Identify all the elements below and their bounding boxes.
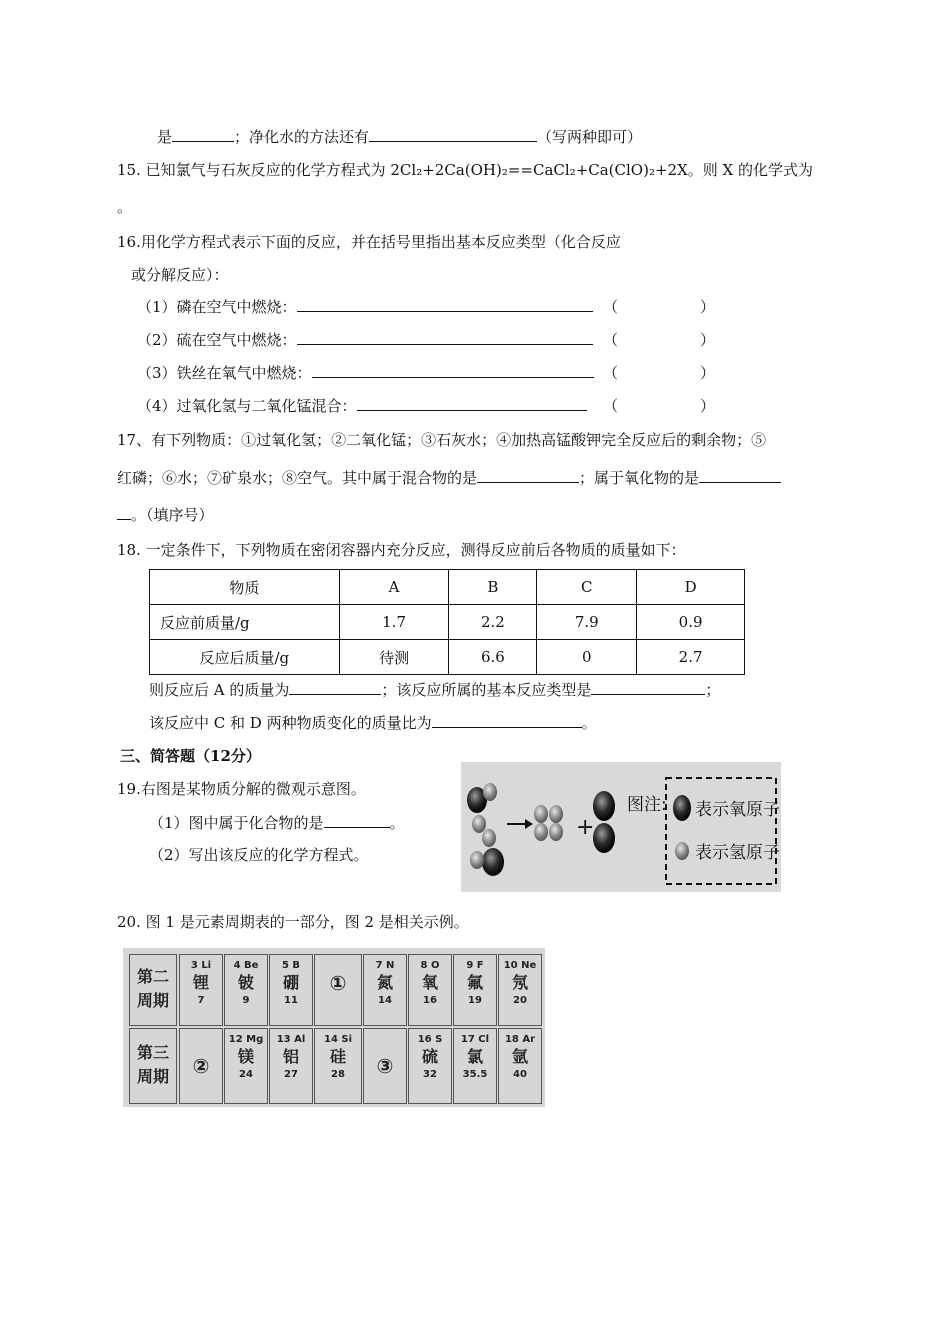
element-name: 铝 [282,1047,299,1066]
reaction-arrow [507,819,533,829]
q17-line1: 17、有下列物质：①过氧化氢；②二氧化锰；③石灰水；④加热高锰酸钾完全反应后的剩余物；⑤ [117,431,767,449]
hydrogen-atom [534,823,548,841]
q18-text-c: ； [705,681,721,699]
period3-label [129,1028,177,1104]
element-number-symbol: 16 S [417,1034,443,1045]
element-number-symbol: 12 Mg [228,1034,264,1045]
q14-blank-1[interactable] [172,127,234,142]
q18-text-e: 。 [581,714,597,732]
element-cell-ar [498,1028,542,1104]
table-cell: 待测 [339,640,449,675]
q18-type-blank[interactable] [591,680,705,695]
q17-mixture-blank[interactable] [477,468,579,483]
hydrogen-atom [482,829,496,847]
q17-line2 [117,468,781,488]
table-cell: 1.7 [339,605,449,640]
q17-oxide-blank-cont [117,505,131,520]
q17-text-a: 红磷；⑥水；⑦矿泉水；⑧空气。其中属于混合物的是 [117,469,478,487]
element-mass: 35.5 [462,1069,488,1080]
table-header-cell: D [637,570,745,605]
q16-answer-blank[interactable] [297,330,593,345]
element-cell-ne [498,954,542,1026]
q17-text-b: ；属于氧化物的是 [579,469,700,487]
element-mass: 9 [242,995,250,1006]
element-name: 氧 [421,973,438,992]
element-mass: 28 [331,1069,345,1080]
element-cell-o [408,954,452,1026]
hydrogen-atom [483,783,497,801]
q19-sub1-end: 。 [389,814,405,832]
element-mass: 32 [423,1069,437,1080]
molecule-svg [461,762,781,892]
q16-intro1: 16.用化学方程式表示下面的反应，并在括号里指出基本反应类型（化合反应 [117,233,621,251]
q14-text-a: 是 [157,128,173,146]
element-number-symbol: 7 N [375,960,395,971]
q19-sub1 [149,813,405,833]
legend-hydrogen-label: 表示氢原子 [695,843,780,863]
table-cell: 0.9 [637,605,745,640]
element-cell-li [179,954,223,1026]
element-mass: 20 [513,995,527,1006]
q14-blank-2[interactable] [369,127,537,142]
legend-oxygen-label: 表示氧原子 [695,800,780,820]
q18-mass-blank[interactable] [289,680,381,695]
q14-text-c: （写两种即可） [537,128,643,146]
periodic-table-fragment [123,948,545,1107]
element-number-symbol: 8 O [420,960,440,971]
q16-item-1 [137,297,593,317]
table-cell: 7.9 [537,605,637,640]
q16-answer-blank[interactable] [297,297,593,312]
q16-item-label: （1）磷在空气中燃烧： [137,298,297,316]
q16-paren-open-1: （ [603,298,619,316]
q18-answer-line1 [149,680,720,700]
q18-answer-line2 [149,713,597,733]
element-cell-mg [224,1028,268,1104]
element-name: 氯 [466,1047,483,1066]
element-cell-si [314,1028,362,1104]
element-mass: 7 [197,995,205,1006]
legend-box [666,778,776,884]
table-header-cell: A [339,570,449,605]
section-title: 三、简答题（12分） [120,747,261,765]
q16-item-label: （4）过氧化氢与二氧化锰混合： [137,397,357,415]
element-mass: 27 [284,1069,298,1080]
element-mass: 24 [239,1069,253,1080]
element-cell-b [269,954,313,1026]
q16-intro2: 或分解反应）： [131,266,229,284]
element-number-symbol: 13 Al [276,1034,306,1045]
hydrogen-atom [549,805,563,823]
element-name: 氮 [376,973,393,992]
table-header-cell: C [537,570,637,605]
element-cell-be [224,954,268,1026]
oxygen-molecule [593,791,615,853]
hydrogen-atom [549,823,563,841]
oxygen-atom [593,823,615,853]
period-label-line: 周期 [136,991,169,1010]
element-number-symbol: 5 B [281,960,301,971]
q17-oxide-blank[interactable] [699,468,781,483]
q18-text-a: 则反应后 A 的质量为 [149,681,290,699]
q18-ratio-blank[interactable] [432,713,582,728]
hydrogen-molecules [534,805,563,841]
q15-line1: 15. 已知氯气与石灰反应的化学方程式为 2Cl₂+2Ca(OH)₂==CaCl₂+Ca(ClO)₂+2X。则 X 的化学式为 [117,161,813,179]
element-mass: 11 [284,995,298,1006]
q14-text-b: ；净化水的方法还有 [234,128,370,146]
q16-paren-close-3: ） [700,364,716,382]
table-row [150,605,745,640]
blank-marker-3: ③ [376,1054,394,1078]
blank-marker-2: ② [192,1054,210,1078]
element-cell-blank-2 [179,1028,223,1104]
table-header-cell: B [449,570,537,605]
oxygen-atom [593,791,615,821]
q19-compound-blank[interactable] [324,813,390,828]
q16-item-2 [137,330,593,350]
q16-paren-close-4: ） [700,397,716,415]
blank-marker-1: ① [329,971,347,995]
q16-item-4 [137,396,587,416]
q16-paren-open-2: （ [603,331,619,349]
table-cell: 2.7 [637,640,745,675]
element-number-symbol: 18 Ar [504,1034,536,1045]
table-cell: 0 [537,640,637,675]
element-cell-blank-1 [314,954,362,1026]
element-name: 硼 [282,973,299,992]
q16-paren-close-1: ） [700,298,716,316]
element-cell-al [269,1028,313,1104]
period2-label [129,954,177,1026]
element-name: 氩 [511,1047,528,1066]
table-cell: 2.2 [449,605,537,640]
q14-line [157,127,642,147]
q19-intro: 19.右图是某物质分解的微观示意图。 [117,780,366,798]
table-row [150,640,745,675]
element-name: 锂 [192,973,209,992]
q19-sub2: （2）写出该反应的化学方程式。 [149,846,369,864]
hydrogen-atom [472,815,486,833]
hydrogen-atom [470,851,484,869]
element-mass: 19 [468,995,482,1006]
table-header-cell: 物质 [150,570,340,605]
q16-item-label: （3）铁丝在氧气中燃烧： [137,364,312,382]
legend-title: 图注: [627,795,667,815]
element-mass: 40 [513,1069,527,1080]
q16-item-label: （2）硫在空气中燃烧： [137,331,297,349]
element-cell-n [363,954,407,1026]
element-number-symbol: 14 Si [323,1034,353,1045]
period-label-line: 周期 [136,1067,169,1086]
element-name: 氟 [466,973,483,992]
element-number-symbol: 17 Cl [460,1034,490,1045]
element-name: 硅 [329,1047,346,1066]
element-name: 镁 [237,1047,254,1066]
element-name: 硫 [421,1047,438,1066]
q16-item-3 [137,363,594,383]
table-cell: 反应前质量/g [150,605,340,640]
q18-intro: 18. 一定条件下，下列物质在密闭容器内充分反应，测得反应前后各物质的质量如下： [117,541,686,559]
mass-table [149,569,745,675]
oxygen-atom [482,848,504,876]
decomposition-diagram [461,762,781,892]
element-number-symbol: 9 F [466,960,484,971]
element-number-symbol: 4 Be [233,960,259,971]
reactant-molecules [467,783,504,876]
element-cell-blank-3 [363,1028,407,1104]
q19-sub1-text: （1）图中属于化合物的是 [149,814,324,832]
element-number-symbol: 3 Li [190,960,212,971]
element-cell-f [453,954,497,1026]
q16-paren-open-3: （ [603,364,619,382]
q20-intro: 20. 图 1 是元素周期表的一部分，图 2 是相关示例。 [117,913,469,931]
q16-paren-close-2: ） [700,331,716,349]
q16-answer-blank[interactable] [312,363,594,378]
period-label-line: 第三 [136,1043,169,1062]
table-cell: 6.6 [449,640,537,675]
q15-line2: 。 [117,198,133,216]
q18-text-b: ；该反应所属的基本反应类型是 [381,681,592,699]
element-name: 氖 [511,973,528,992]
period-label-line: 第二 [136,967,169,986]
legend-oxygen-icon [673,795,691,821]
legend-hydrogen-icon [675,842,689,860]
q16-answer-blank[interactable] [357,396,587,411]
element-cell-s [408,1028,452,1104]
q17-text-c: 。（填序号） [131,506,214,524]
element-mass: 16 [423,995,437,1006]
q17-line3 [117,505,214,525]
table-cell: 反应后质量/g [150,640,340,675]
element-name: 铍 [237,973,254,992]
q18-text-d: 该反应中 C 和 D 两种物质变化的质量比为 [149,714,432,732]
element-cell-cl [453,1028,497,1104]
element-number-symbol: 10 Ne [503,960,537,971]
table-header-row [150,570,745,605]
element-mass: 14 [378,995,392,1006]
hydrogen-atom [534,805,548,823]
plus-sign: + [576,815,595,840]
q16-paren-open-4: （ [603,397,619,415]
